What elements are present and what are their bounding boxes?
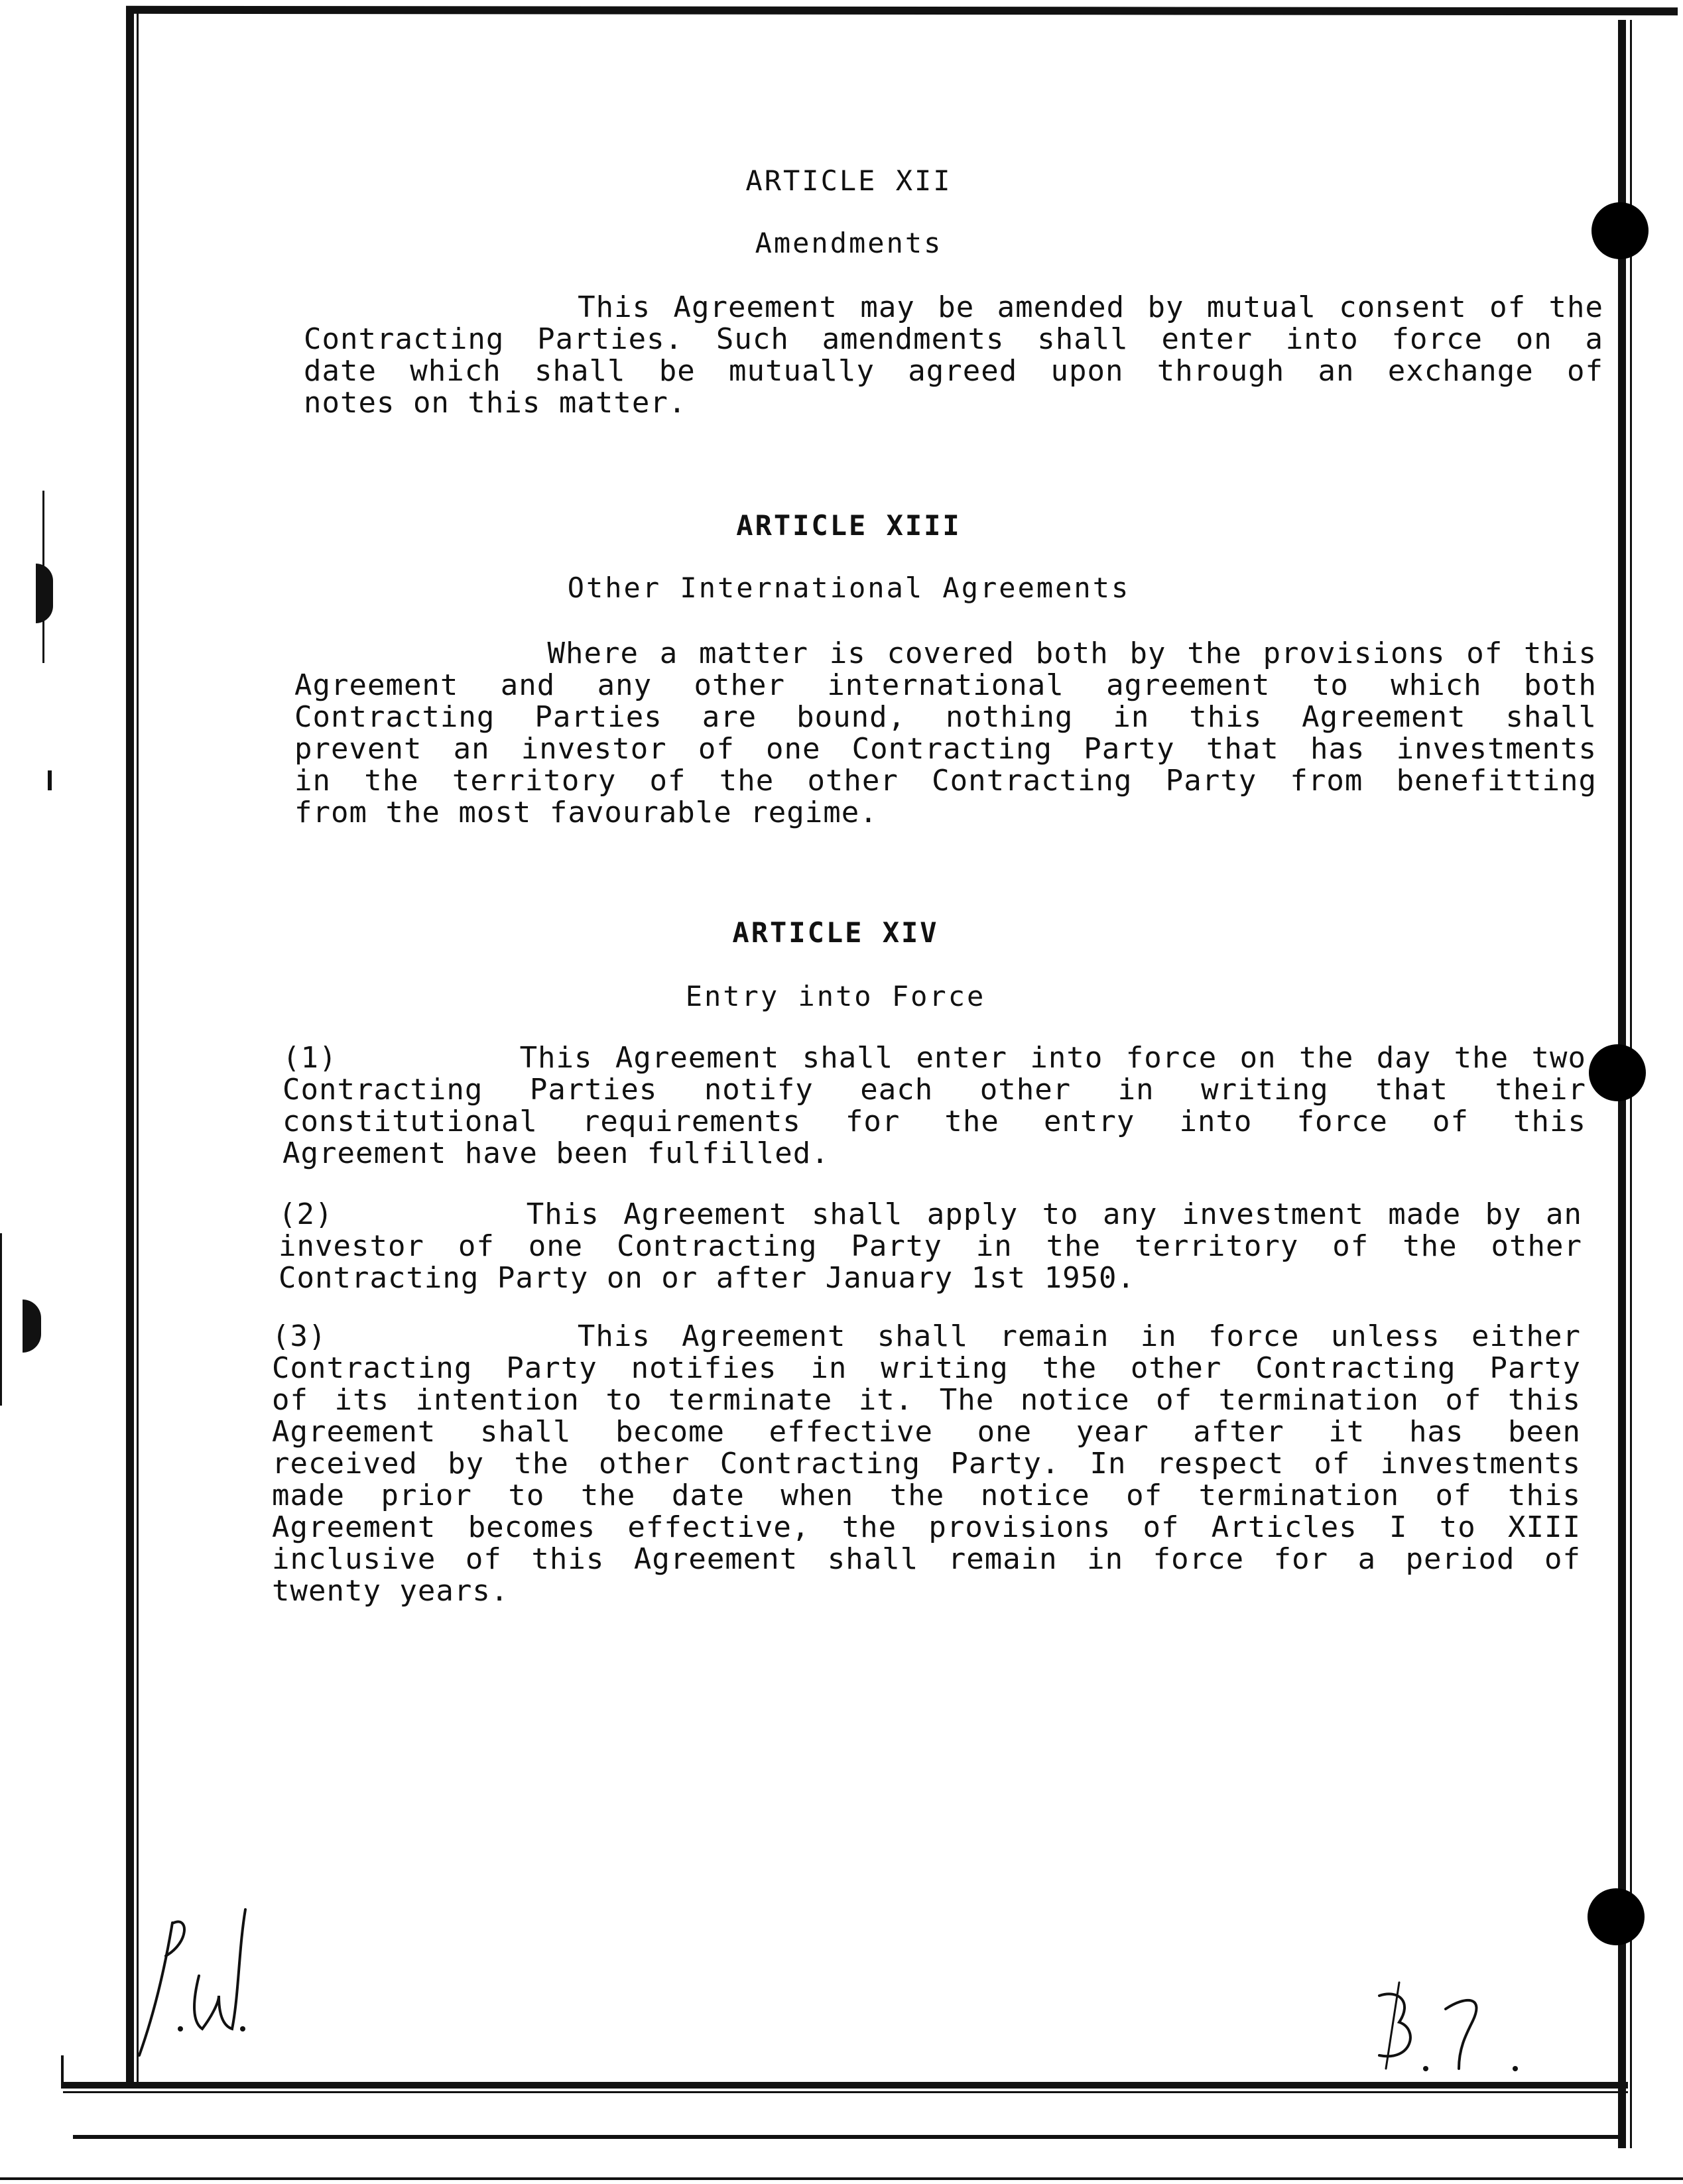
- article-xiii-body: [294, 638, 1597, 829]
- frame-border-left-inner: [137, 8, 139, 2083]
- article-xiv-paragraph-1: [282, 1042, 1586, 1170]
- text-line: of its intention to terminate it. The notice of termination of this: [272, 1383, 1581, 1417]
- text-line: Where a matter is covered both by the provisions of this: [294, 637, 1597, 670]
- scan-edge-mark: [36, 564, 53, 623]
- scan-edge-mark: [42, 491, 44, 663]
- text-line: prevent an investor of one Contracting Party that has investments: [294, 732, 1597, 766]
- text-line: (2) This Agreement shall apply to any investment made by an: [279, 1197, 1582, 1231]
- article-xiv-title: ARTICLE XIV: [732, 916, 939, 949]
- text-line: (1) This Agreement shall enter into force on the day the two: [282, 1041, 1586, 1075]
- text-line: This Agreement may be amended by mutual consent of the: [304, 290, 1603, 324]
- article-xii-body: [304, 292, 1603, 419]
- text-line: Contracting Party on or after January 1st 1950.: [279, 1261, 1136, 1295]
- article-xiv-paragraph-3: [272, 1321, 1581, 1607]
- text-line: received by the other Contracting Party. In respect of investments: [272, 1447, 1581, 1481]
- text-line: notes on this matter.: [304, 386, 687, 420]
- text-line: Agreement have been fulfilled.: [282, 1136, 830, 1170]
- punch-hole-middle: [1589, 1044, 1646, 1101]
- text-line: date which shall be mutually agreed upon through an exchange of: [304, 354, 1603, 388]
- article-xiv-subtitle: Entry into Force: [685, 980, 986, 1012]
- text-line: investor of one Contracting Party in the territory of the other: [279, 1229, 1582, 1263]
- handwritten-page-number: [1359, 1969, 1532, 2089]
- text-line: in the territory of the other Contracting Party from benefitting: [294, 764, 1597, 798]
- article-xii-title: ARTICLE XII: [745, 164, 952, 197]
- frame-border-bottom-inner: [63, 2091, 1628, 2093]
- frame-border-top: [126, 6, 1678, 15]
- article-xiv-paragraph-2: [279, 1199, 1582, 1294]
- punch-hole-top: [1591, 202, 1649, 259]
- scan-edge-line: [0, 2177, 1683, 2180]
- text-line: Contracting Party notifies in writing the other Contracting Party: [272, 1351, 1581, 1385]
- text-line: Contracting Parties. Such amendments shall enter into force on a: [304, 322, 1603, 356]
- text-line: inclusive of this Agreement shall remain in force for a period of: [272, 1542, 1581, 1576]
- frame-border-bottom-outer: [73, 2135, 1625, 2139]
- scan-edge-mark: [48, 770, 52, 790]
- handwritten-initials: [126, 1896, 259, 2069]
- article-xiii-title: ARTICLE XIII: [736, 509, 962, 542]
- scan-edge-mark: [23, 1300, 41, 1353]
- frame-corner-mark: [61, 2055, 64, 2089]
- text-line: Agreement becomes effective, the provisions of Articles I to XIII: [272, 1510, 1581, 1544]
- text-line: Contracting Parties notify each other in writing that their: [282, 1073, 1586, 1107]
- article-xiii-subtitle: Other International Agreements: [567, 572, 1131, 604]
- scan-edge-mark: [0, 1233, 2, 1406]
- text-line: Agreement shall become effective one year after it has been: [272, 1415, 1581, 1449]
- text-line: twenty years.: [272, 1574, 509, 1608]
- frame-border-left: [126, 8, 134, 2083]
- text-line: constitutional requirements for the entry into force of this: [282, 1105, 1586, 1138]
- text-line: from the most favourable regime.: [294, 796, 878, 829]
- punch-hole-bottom: [1588, 1888, 1645, 1945]
- text-line: made prior to the date when the notice of termination of this: [272, 1479, 1581, 1512]
- text-line: (3) This Agreement shall remain in force unless either: [272, 1319, 1581, 1353]
- text-line: Agreement and any other international agreement to which both: [294, 668, 1597, 702]
- article-xii-subtitle: Amendments: [755, 227, 943, 259]
- text-line: Contracting Parties are bound, nothing in this Agreement shall: [294, 700, 1597, 734]
